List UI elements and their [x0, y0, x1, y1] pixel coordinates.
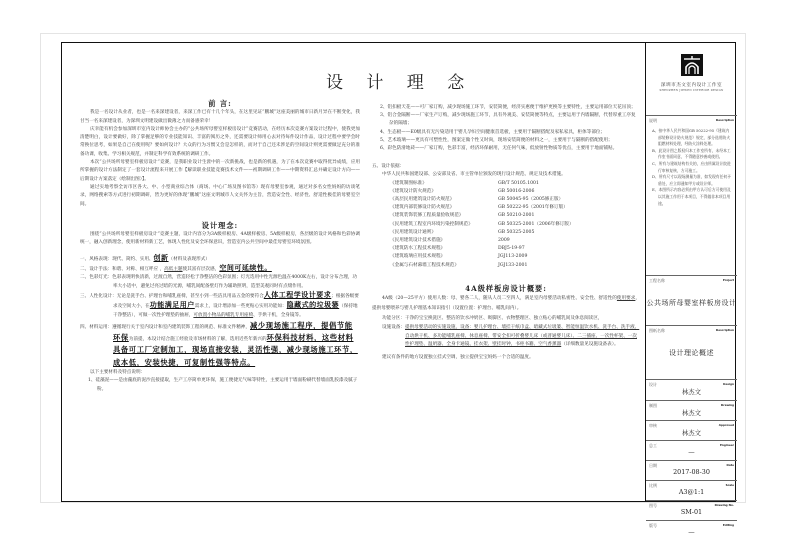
drawing-name-cell: 图纸名称 Description 设计理论概述: [646, 326, 737, 380]
standard-row: 《高层民用建筑设计防火规范》 GB 50045-95（2005修正版）: [390, 197, 564, 203]
note-item: B、此设计图之版权归本工作室所有，未经本工作室书面同意，不得随意抄袭或使用。: [652, 147, 731, 160]
standard-row: 《建筑装饰装修工程质量验收规范》 GB 50210-2001: [390, 213, 535, 219]
note-item: C、所有与建筑结构有关的，应由所属设计院进行审核复核，方可施工。: [652, 160, 731, 173]
drawing-name: 设计理论概述: [669, 349, 714, 357]
drawing-number-cell: 图号 Drawing No. SM-01: [646, 501, 737, 521]
left-column: [80, 99, 360, 394]
studio-name-en: SHENZHEN JIEWEN INTERIOR DESIGN: [659, 89, 724, 92]
edition-cell: 版号 Editing —: [649, 523, 734, 536]
standards-list: [372, 180, 640, 270]
standard-row: 《建筑防水工程技术规程》 DBJ5-19-97: [390, 246, 525, 252]
standard-row: 《建筑内部装修设计防火规范》 GB 50222-95（2001年修订版）: [390, 205, 568, 211]
right-column: [372, 104, 640, 362]
scale-cell: 比例 Scale A3@1:1: [646, 481, 737, 501]
standard-row: 《建筑设计防火规范》 GB 50016-2006: [390, 188, 535, 194]
basis-heading: 五、设计依据：: [372, 164, 405, 170]
standard-row: 《建筑制图标准》 GB/T 50105.1001: [390, 180, 539, 186]
studio-name-cn: 深圳市杰文室内设计工作室: [660, 83, 723, 88]
preface-paragraph-4: 通过实地考察全访市区各大、中、小型商业综合体（商场、中心广场及图书馆等）现有母婴室参观，通过对多名女性妈妈的访谈笔录，网络搜索等方式进行初期调研，皆为更好的体现“鹏城”这座文明城市人文关怀为主旨，营造安全性、经济性、舒适性极佳的母婴室空间。: [80, 184, 360, 207]
studio-logo-block: [646, 42, 737, 116]
project-name-cell: 工程名称 Project 公共场所母婴室样板房设计: [646, 276, 737, 326]
concept-item-materials: 四、材料运用：遵循现行关于室内设计和室内建筑装饰工程的规范、标准文件精神，减少现场施工程序，提倡节能环保为前提，本设计结合施工经验及市场材料的了解，选用近些年新兴的环保科技材料，这些材料具备可工厂定制加工，现场直接安装，灵活性强，减少现场施工环节，成本低，安装快捷，可复制性强等特点。: [80, 320, 358, 367]
design-cell: 设计 Design 林杰文: [646, 380, 737, 401]
material-item-3: 3、铝合金隔断——厂家生产订购，减少现场施工环节，具有外观美、安装简便等特点，主要运用于内墙隔断，代替厚重工序复杂的隔墙；: [380, 113, 636, 127]
overview-4a-heading: 4A级样板房设计概要:: [465, 283, 547, 293]
concept-item-style: 一、风格表现：现代、简约、实用、创新（材料及表现形式）: [80, 252, 210, 262]
concept-item-technique: 二、设计手法：和谐、对称、相互呼应 ，高低主題使其富有层次感，空间可延续性。: [80, 263, 272, 273]
preface-paragraph-1: 我是一名设计从业者，也是一名来深建设者，来深工作已有十几个年头，在这里见证“鹏城”这座美丽的城市日新月异在不断变化，我甘当一名来深建设者，为深圳文明建设做出微薄之力而备感荣幸！: [80, 110, 360, 124]
preface-paragraph-2: 庆幸能有机会参加深圳市室内设计师协会主办的“公共场所母婴室样板房设计”竞赛活动，在经历本次竞赛方案设计过程中，使我更加清楚明白，设计要做好，除了掌握足够的专业技能知识、丰富的阅历之外，还需要设计师用心去对待每件设计作品，设计过程中要学会时常换位思考，如果是自己在使用呢？要如何设计？大众的行为习惯又会是怎样的，而对于自己还未涉足的空间设计则更需要做足充分的准备功课，收集、学习相关规范，并制定科学有效系统的调研工作。: [80, 126, 360, 157]
highlight-innovation: 创新: [153, 252, 169, 262]
standard-row: 《建筑玻璃应用技术规程》 JGJ113-2009: [390, 254, 528, 260]
material-item-6: 6、彩色防滑地砖——厂家订购，色彩丰富，经济环保耐用，无任何气味，低放射性物质等优点，主要用于地面铺贴。: [380, 146, 618, 152]
concept-item-color-lighting: 二、色彩灯光：色彩表现明快清新，过渡自然，营造轻松于净整洁的色彩氛围；灯光选用中性光源色温在4000K左右，设计分布合理，功率大小适中，避免过亮过暗的光源，哺乳间配备壁灯作为辅助照明，造型美观同时有点缀作用。: [80, 275, 357, 289]
title-block: [645, 42, 737, 536]
material-item-1: 1、硅藻泥——是由藻底的泥沙直接提取，生产工序简单更环保，施工便捷无气味等特性，主要运用于墙面粉刷代替墙面乳胶漆及腻子粉。: [88, 378, 358, 392]
materials-intro: 以下主要材料及特点说明：: [90, 370, 146, 376]
basis-intro: 中华人民共和国建设部、公安部及省、市主管单位颁发的现行设计规范、规定及技术措施。: [382, 172, 566, 178]
overview-4a-usage: 4A级（20—25平方）使用人数：母、婴各二人，随从人员二至四人，满足室内母婴活动私密性、安全性、舒适性的使用要求，提供母婴喂养与婴儿护理基本知识指引（设置位置：护理台、哺乳间内）。: [372, 296, 640, 312]
notes-block: 说明 Description A、按中华人民共和国GB 50222-95《建筑内部装修设计防火规范》规定，部分选用防火阻燃材料处理，经防火涂料处理。 B、此设计图之版权归本工作室所有，未经本工作室书面同意，不得随意抄袭或使用。 C、所有与建筑结构有关的，应由所属设计院进行审核复核，方可施工。 D、所有尺寸以现场测量为准，如发现有任何矛盾处，应立即通知甲方或设计师。 E、本图所示内容必须由甲方认可后方可使用及以其施工作用于本项目，不得做非本项目用途。: [646, 116, 737, 276]
engineer-cell: 总工 Engineer —: [646, 441, 737, 461]
note-item: D、所有尺寸以现场测量为准，如发现有任何矛盾处，应立即通知甲方或设计师。: [652, 174, 731, 186]
overview-4a-zones: 功能分区：干净的宝宝换洗区、整洁的饮水冲奶区、吸脚区、衣物整理区、独立贴心的哺乳间及休息阅读区，: [382, 316, 603, 322]
date-cell: 日期 Date 2017-08-30: [646, 461, 737, 481]
preface-heading: 前 言:: [208, 99, 232, 108]
highlight-continuity: 空间可延续性。: [219, 263, 272, 273]
material-item-2: 2、铝扣板天花——可厂家订购，减少现场施工环节，安装简便，经济实惠便于维护更换等主要特性，主要运用部位天花吊顶；: [380, 105, 636, 110]
notes-list: [652, 128, 732, 207]
drawing-by-cell: 制图 Drawing 林杰文: [646, 401, 737, 421]
document-title: 设 计 理 念: [326, 73, 474, 93]
approved-cell: 审核 Approved 林杰文: [646, 421, 737, 441]
material-item-4: 4、生态板——E0级具有无污染适用于婴儿孕妇空间健康首选板，主要用于隔断搭配及家私家具，柜体等部位；: [380, 129, 606, 135]
project-name: 公共场所母婴室样板房设计: [646, 299, 737, 307]
note-item: E、本图所示内容必须由甲方认可后方可使用及以其施工作用于本项目，不得做非本项目用途。: [652, 187, 731, 206]
concept-item-humanized: 三、人性化设计：无论是洗手台、护理台和哺乳座椅，甚至小到一些洁具用品五金的要符合人体工程学设计要求；根据各级要求及空间大小，在功能满足用户需求上，设计增添加一些更贴心实用功能如：隐藏式的垃圾篓（保持地干净整洁），可做一次性护理垫的抽屉，可放置小物品的哺乳专用座椅、手烘干机，全身镜等。: [80, 289, 359, 318]
concept-heading: 设计理念:: [201, 220, 239, 230]
overview-4a-suggestion: 建议有条件的地方设置独立挂式空调，独立提供宝宝妈妈一个合适的温度。: [382, 354, 534, 360]
standard-row: 《民用建筑工程室内环境污染控制规范》 GB 50325-2001（2006年修订版）: [390, 221, 574, 227]
preface-paragraph-3: 本次“公共场所母婴室样板房设计”竞赛，是我职业设计生涯中的一次新挑战，也是新的机遇，为了在本次竞赛中取得优异成绩，应用所掌握的设计方法制定了一套设计流程来开展工作【解读职业技能竞赛技术文件——初期调研工作——中期资料汇总并确定设计方向——后期设计方案落定（绘制出图）】。: [80, 160, 360, 182]
standard-row: 《民用建筑设计通则》 GB 50325-2005: [390, 229, 535, 235]
material-item-5: 5、艺术玻璃——更具有可塑性性，图案定做个性又时尚，现场安装简便的材料之一，主要用于与隔断的搭配使用；: [380, 137, 613, 143]
concept-intro: 围绕“公共场所母婴室样板房设计”竞赛主题，设计内容分为3A级样板房、4A级样板房、5A级样板房，各层级的设计风格和色彩协调统一，融入创新理念，使用新材料新工艺，体现人性化及安全环保意识，营造室内公共空间中最佳母婴室环境氛围。: [80, 232, 360, 246]
studio-logo-icon: [681, 54, 703, 76]
standard-row: 《民用建筑设计技术措施》 2009: [390, 238, 510, 244]
standard-row: 《金属与石材幕墙工程技术规范》 JGJ133-2001: [390, 262, 528, 268]
overview-4a-facilities: 设施设备：提供母婴活动的实施设施，设备：婴儿护理台、墙挂干纸巾盒、暗藏式垃圾篓、智能恒温饮水机、洗手台、洗手液、自动烘干机、多功能哺乳座椅、休息座椅、带安全扣可折叠婴儿床（或普通婴儿床）、二三插座、一次性杯架、一次性护理垫、温奶器、全身卡通镜、挂衣架、壁挂时钟、书柜书籍、空气香薰器（详细数量见设施设备表）。: [382, 325, 640, 348]
note-item: A、按中华人民共和国GB 50222-95《建筑内部装修设计防火规范》规定，部分选用防火阻燃材料处理，经防火涂料处理。: [652, 128, 731, 147]
